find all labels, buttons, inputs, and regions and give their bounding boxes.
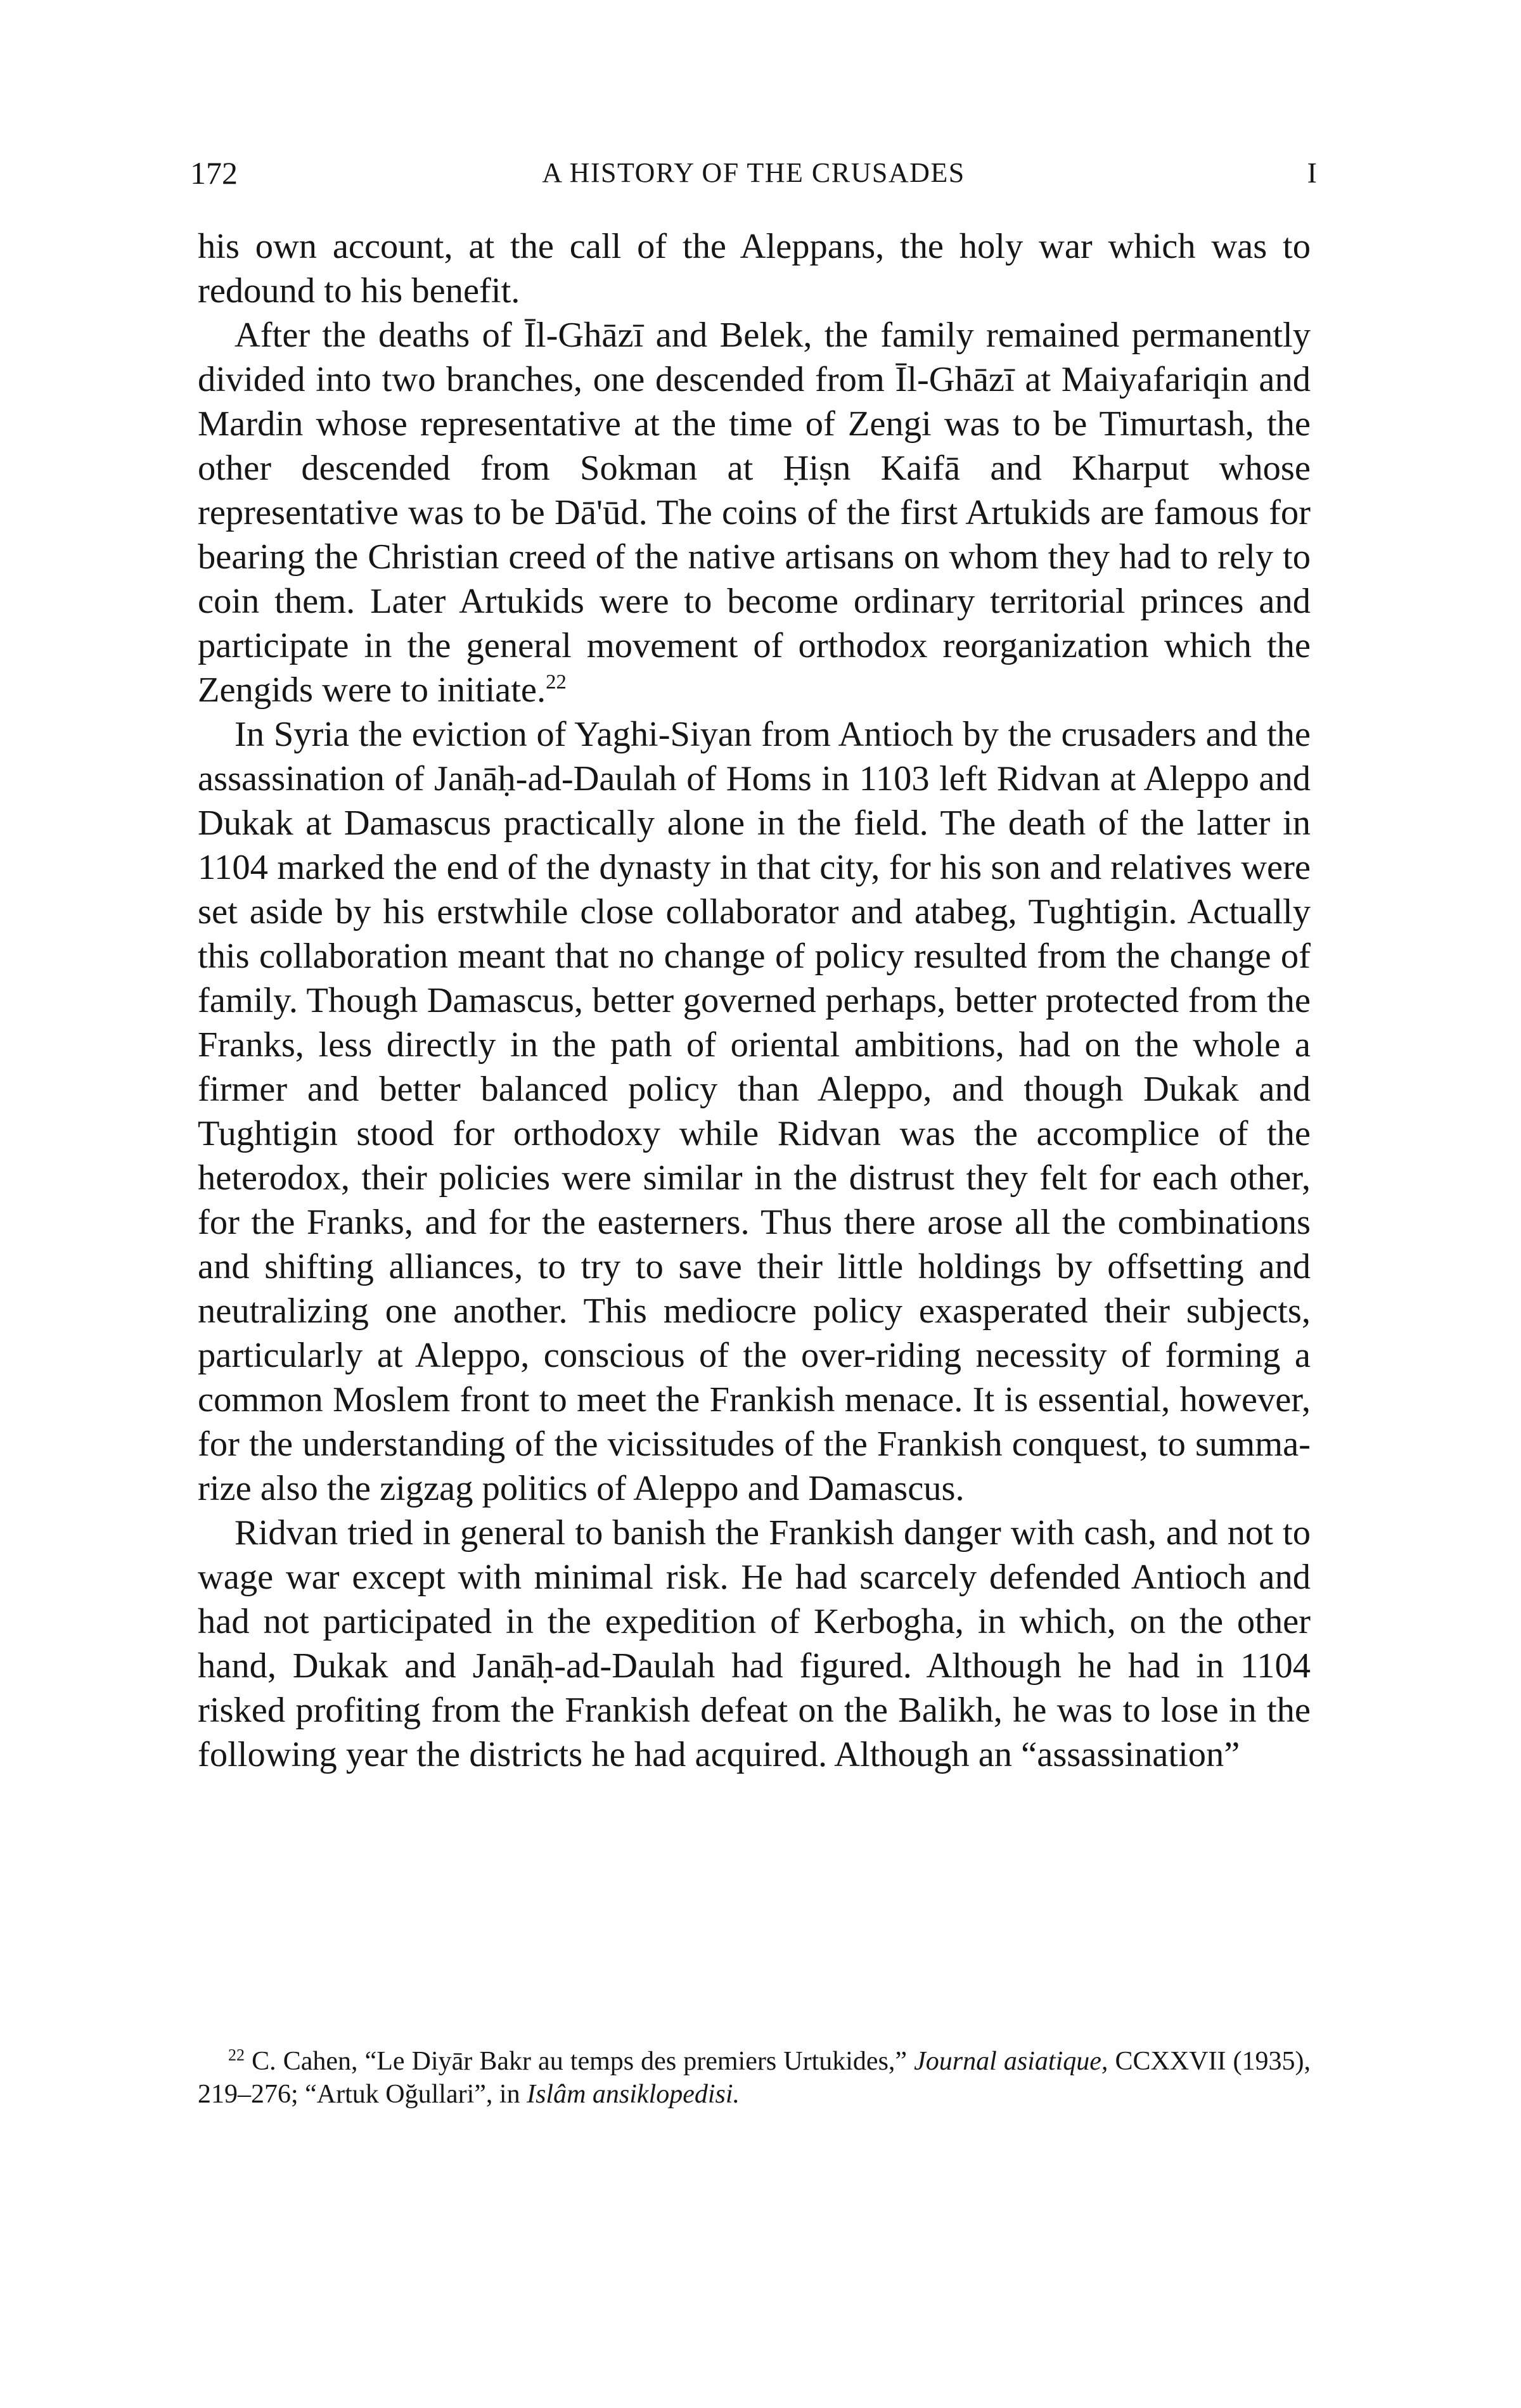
footnote-encyclopedia-title: Islâm ansiklopedisi. [527, 2080, 740, 2109]
paragraph-text: In Syria the eviction of Yaghi-Siyan from Antioch by the crusaders and the assassination of Janāḥ-ad-Daulah of Homs in 1103 left Ridvan at Aleppo and Dukak at Damascus practically alone in the field. The death of the latter in 1104 marked the end of the dynasty in that city, for his son and relatives were set aside by his erstwhile close collaborator and atabeg, Tughtigin. Actually this collaboration meant that no change of policy resulted from the change of family. Though Damascus, better governed perhaps, better protected from the Franks, less directly in the path of oriental ambitions, had on the whole a firmer and better balanced policy than Aleppo, and though Dukak and Tughtigin stood for orthodoxy while Ridvan was the accomplice of the heterodox, their policies were similar in the distrust they felt for each other, for the Franks, and for the easterners. Thus there arose all the combinations and shifting alliances, to try to save their little holdings by offsetting and neutralizing one another. This mediocre policy exasperated their subjects, particularly at Aleppo, conscious of the over-riding necessity of forming a common Moslem front to meet the Frankish menace. It is essential, however, for the understanding of the vicissitudes of the Frankish conquest, to summarize also the zigzag politics of Aleppo and Damascus. [198, 715, 1311, 1508]
footnote-reference: 22 [546, 670, 567, 694]
paragraph-syria [198, 712, 1311, 1511]
running-head [190, 151, 1317, 195]
footnotes [198, 2045, 1311, 2111]
paragraph-ridvan [198, 1511, 1311, 1777]
paragraph-text: his own account, at the call of the Aleppans, the holy war which was to redound to his benefit. [198, 227, 1311, 311]
footnote-volume-pages: CCXXVII (1935), 219–276; “Artuk Oğullari”, in [198, 2047, 1311, 2109]
running-title: A HISTORY OF THE CRUSADES [542, 157, 965, 188]
volume-number: I [1307, 157, 1317, 189]
paragraph-continued [198, 224, 1311, 313]
paragraph-text: Ridvan tried in general to banish the Frankish danger with cash, and not to wage war except with minimal risk. He had scarcely defended Antioch and had not participated in the expedition of Kerbogha, in which, on the other hand, Dukak and Janāḥ-ad-Daulah had figured. Although he had in 1104 risked profiting from the Frankish defeat on the Balikh, he was to lose in the following year the districts he had acquired. Although an “assassination” [198, 1513, 1311, 1774]
footnote-22 [198, 2045, 1311, 2111]
page-number: 172 [190, 155, 238, 191]
paragraph-text: After the deaths of Īl-Ghāzī and Belek, the family remained permanently divided into two branches, one descended from Īl-Ghāzī at Maiyafariqin and Mardin whose representative at the time of Zengi was to be Timurtash, the other descended from Sokman at Ḥiṣn Kaifā and Kharput whose representative was to be Dā'ūd. The coins of the first Artukids are famous for bearing the Christian creed of the native artisans on whom they had to rely to coin them. Later Artukids were to become ordinary territorial princes and participate in the general movement of orthodox reorganization which the Zengids were to initiate. [198, 316, 1311, 710]
footnote-number: 22 [228, 2046, 245, 2065]
paragraph-artukids [198, 313, 1311, 712]
body-text [198, 224, 1311, 1777]
footnote-journal-title: Journal asiatique, [914, 2047, 1108, 2076]
footnote-citation: C. Cahen, “Le Diyār Bakr au temps des premiers Urtukides,” [252, 2047, 908, 2076]
